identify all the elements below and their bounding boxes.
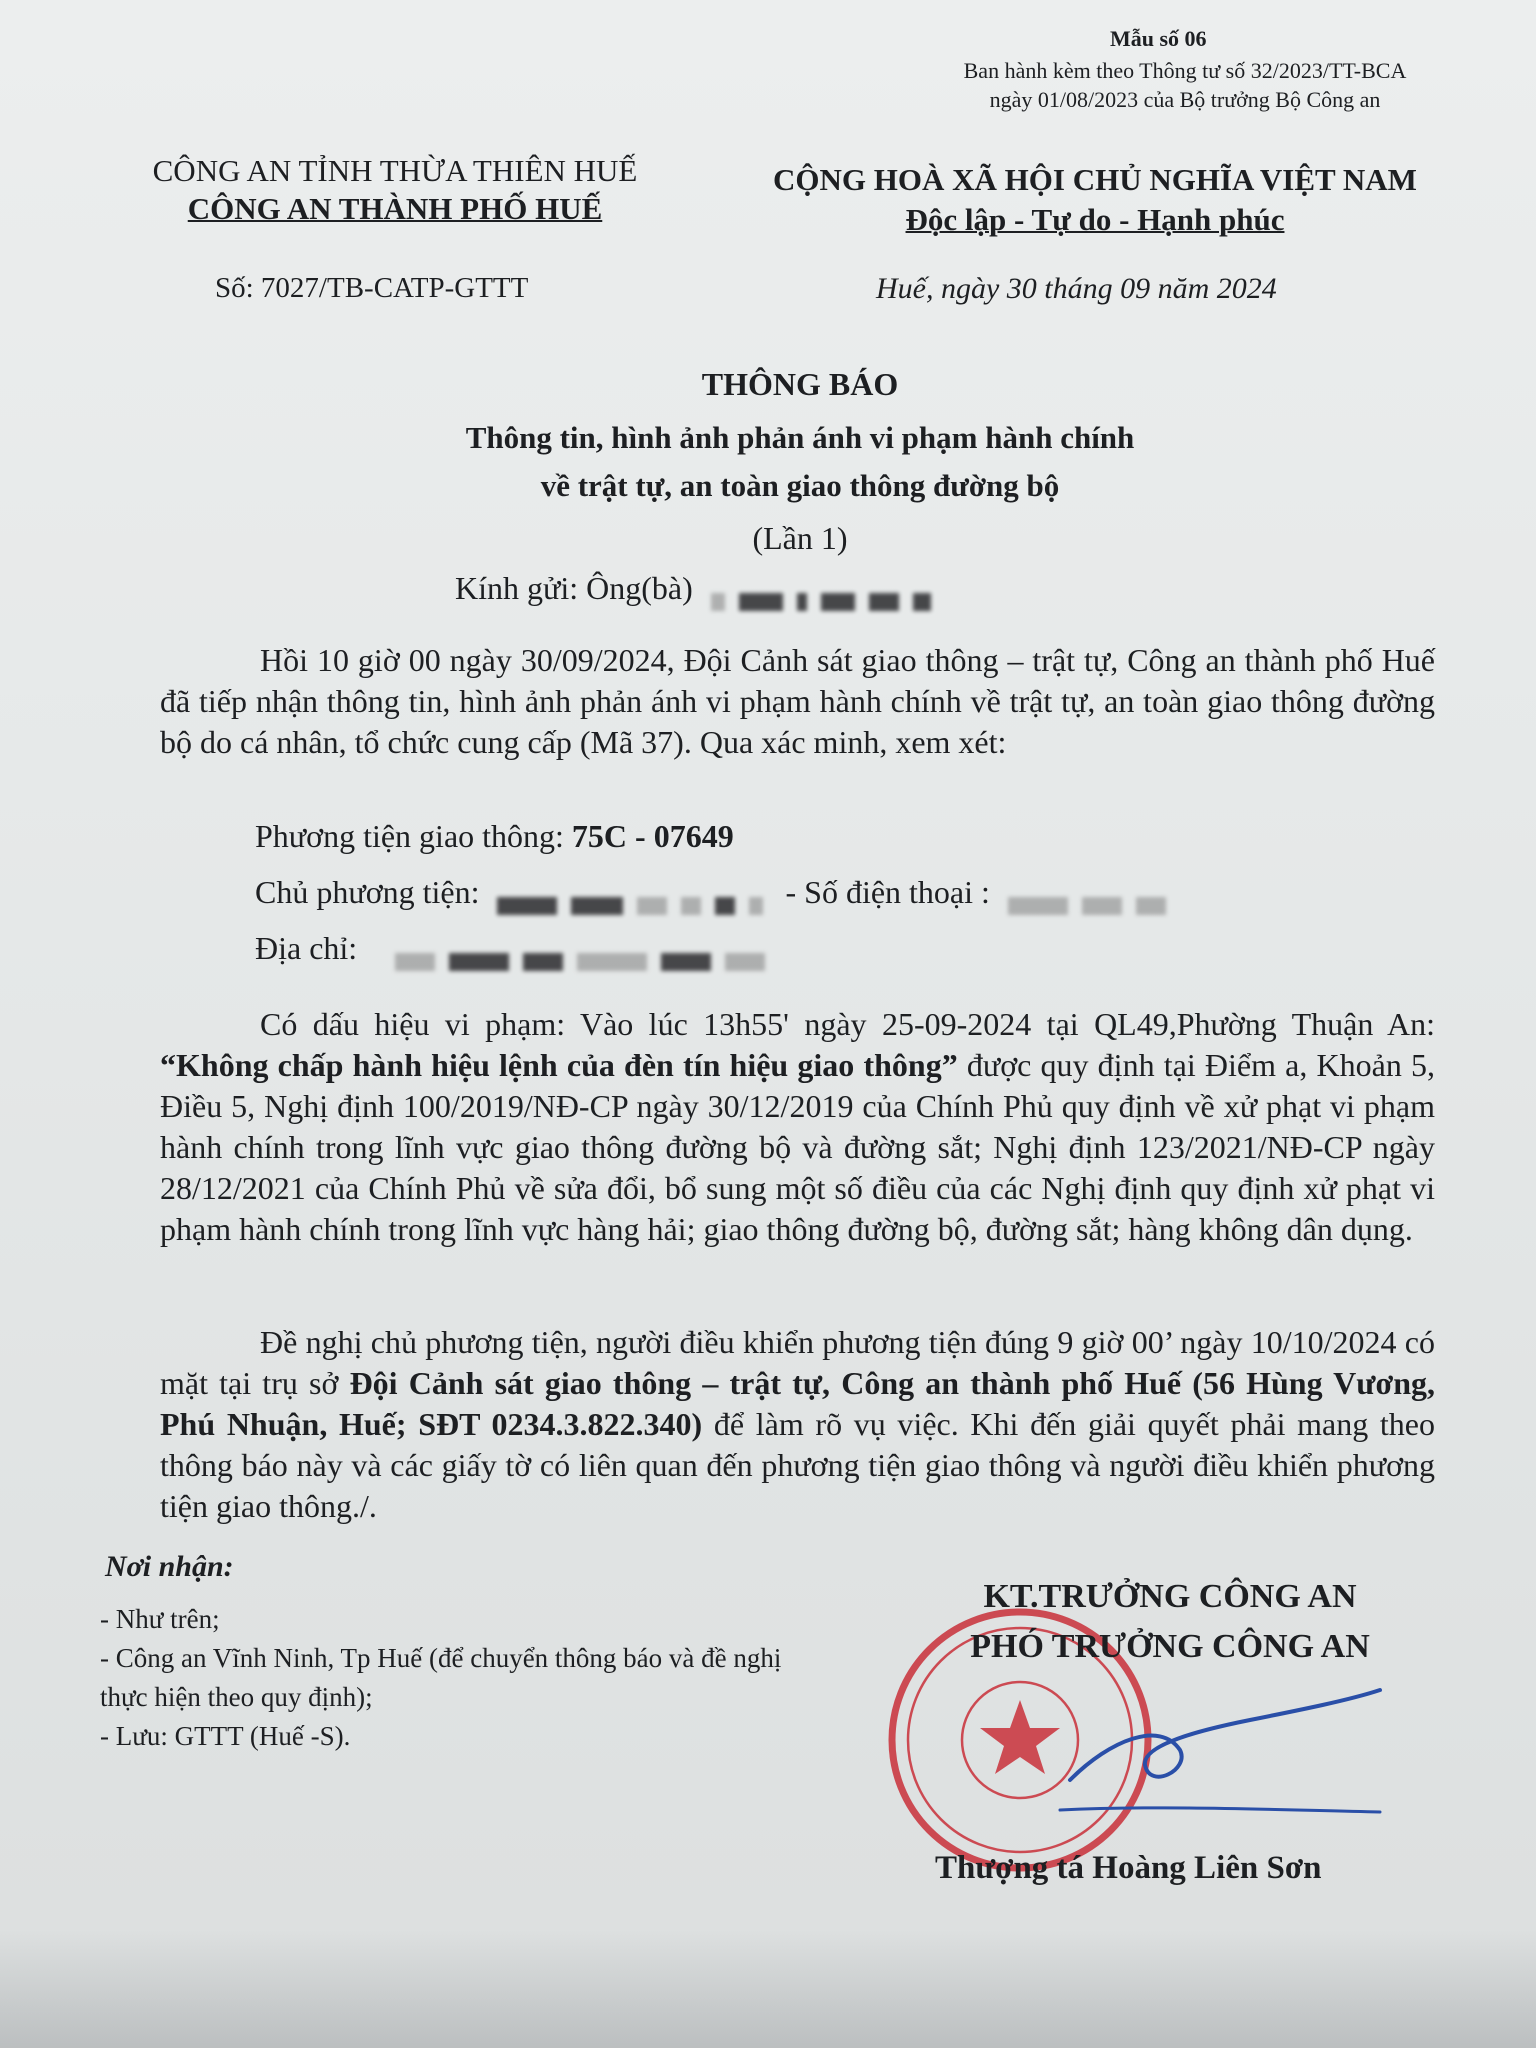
document-title: THÔNG BÁO <box>701 366 899 402</box>
paragraph-violation <box>160 1004 1435 1250</box>
redacted-owner-name <box>497 886 777 906</box>
document-date: Huế, ngày 30 tháng 09 năm 2024 <box>876 272 1277 305</box>
violation-intro: Có dấu hiệu vi phạm: Vào lúc 13h55' ngày 25-09-2024 tại QL49,Phường Thuận An: <box>260 1006 1435 1042</box>
phone-label: - Số điện thoại : <box>785 874 990 910</box>
owner-label: Chủ phương tiện: <box>255 874 480 910</box>
national-motto <box>720 160 1470 240</box>
violation-legal-basis: được quy định tại Điểm a, Khoản 5, Điều 5, Nghị định 100/2019/NĐ-CP ngày 30/12/2019 của Chính Phủ quy định về xử phạt vi phạm hành chính trong lĩnh vực giao thông đường bộ và đường sắt; Nghị định 123/2021/NĐ-CP ngày 28/12/2021 của Chính Phủ về sửa đổi, bổ sung một số điều của các Nghị định quy định xử phạt vi phạm hành chính trong lĩnh vực hàng hải; giao thông đường bộ, đường sắt; hàng không dân dụng. <box>160 1047 1436 1247</box>
recipient-item: - Lưu: GTTT (Huế -S). <box>100 1721 351 1751</box>
document-subtitle <box>300 414 1300 510</box>
motto: Độc lập - Tự do - Hạnh phúc <box>905 202 1285 237</box>
recipients-list <box>100 1600 820 1756</box>
vehicle-row <box>255 818 734 855</box>
recipients-heading: Nơi nhận: <box>105 1550 234 1583</box>
recipient-item: - Như trên; <box>100 1604 220 1634</box>
addressee-label: Kính gửi: Ông(bà) <box>455 570 693 606</box>
agency-parent: CÔNG AN TỈNH THỪA THIÊN HUẾ <box>152 153 638 188</box>
request-instructions: để làm rõ vụ việc. Khi đến giải quyết phải mang theo thông báo này và các giấy tờ có liên quan đến phương tiện giao thông và người điều khiển phương tiện giao thông./. <box>160 1406 1436 1524</box>
nation-name: CỘNG HOÀ XÃ HỘI CHỦ NGHĨA VIỆT NAM <box>773 162 1417 197</box>
subtitle-line-2: về trật tự, an toàn giao thông đường bộ <box>540 468 1060 503</box>
address-label: Địa chỉ: <box>255 930 358 966</box>
paragraph-request <box>160 1322 1435 1527</box>
owner-row <box>255 874 1180 911</box>
redacted-addressee-name <box>711 582 945 602</box>
signatory-title-line-2: PHÓ TRƯỞNG CÔNG AN <box>970 1628 1370 1665</box>
form-legal-basis <box>935 56 1435 114</box>
request-office: Đội Cảnh sát giao thông – trật tự, Công an thành phố Huế (56 Hùng Vương, Phú Nhuận, Huế; SĐT 0234.3.822.340) <box>160 1365 1436 1442</box>
addressee-line <box>455 570 945 607</box>
notice-occurrence: (Lần 1) <box>752 520 848 556</box>
subtitle-line-1: Thông tin, hình ảnh phản ánh vi phạm hành chính <box>465 420 1135 455</box>
vehicle-label: Phương tiện giao thông: <box>255 818 572 854</box>
document-number: Số: 7027/TB-CATP-GTTT <box>215 272 529 304</box>
signatory-name: Thượng tá Hoàng Liên Sơn <box>935 1850 1322 1886</box>
form-number: Mẫu số 06 <box>1110 26 1207 51</box>
redacted-address <box>395 942 779 962</box>
handwritten-signature <box>1050 1660 1390 1840</box>
form-note-line-1: Ban hành kèm theo Thông tư số 32/2023/TT-BCA <box>963 58 1407 83</box>
request-intro: Đề nghị chủ phương tiện, người điều khiển phương tiện đúng 9 giờ 00’ ngày 10/10/2024 có mặt tại trụ sở <box>160 1324 1435 1401</box>
recipient-item: - Công an Vĩnh Ninh, Tp Huế (để chuyển thông báo và đề nghị thực hiện theo quy định); <box>100 1643 782 1712</box>
stamp-star-icon <box>980 1700 1060 1774</box>
vehicle-plate: 75C - 07649 <box>571 818 734 854</box>
paragraph-receipt: Hồi 10 giờ 00 ngày 30/09/2024, Đội Cảnh sát giao thông – trật tự, Công an thành phố Huế đã tiếp nhận thông tin, hình ảnh phản ánh vi phạm hành chính về trật tự, an toàn giao thông đường bộ do cá nhân, tổ chức cung cấp (Mã 37). Qua xác minh, xem xét: <box>160 642 1435 760</box>
signatory-title <box>890 1572 1450 1672</box>
redacted-phone <box>1008 886 1180 906</box>
violation-name: “Không chấp hành hiệu lệnh của đèn tín hiệu giao thông” <box>160 1047 958 1083</box>
issuing-agency <box>100 152 690 228</box>
form-note-line-2: ngày 01/08/2023 của Bộ trưởng Bộ Công an <box>989 87 1381 112</box>
address-row <box>255 930 779 967</box>
agency-name: CÔNG AN THÀNH PHỐ HUẾ <box>187 191 603 226</box>
signatory-title-line-1: KT.TRƯỞNG CÔNG AN <box>983 1578 1357 1615</box>
